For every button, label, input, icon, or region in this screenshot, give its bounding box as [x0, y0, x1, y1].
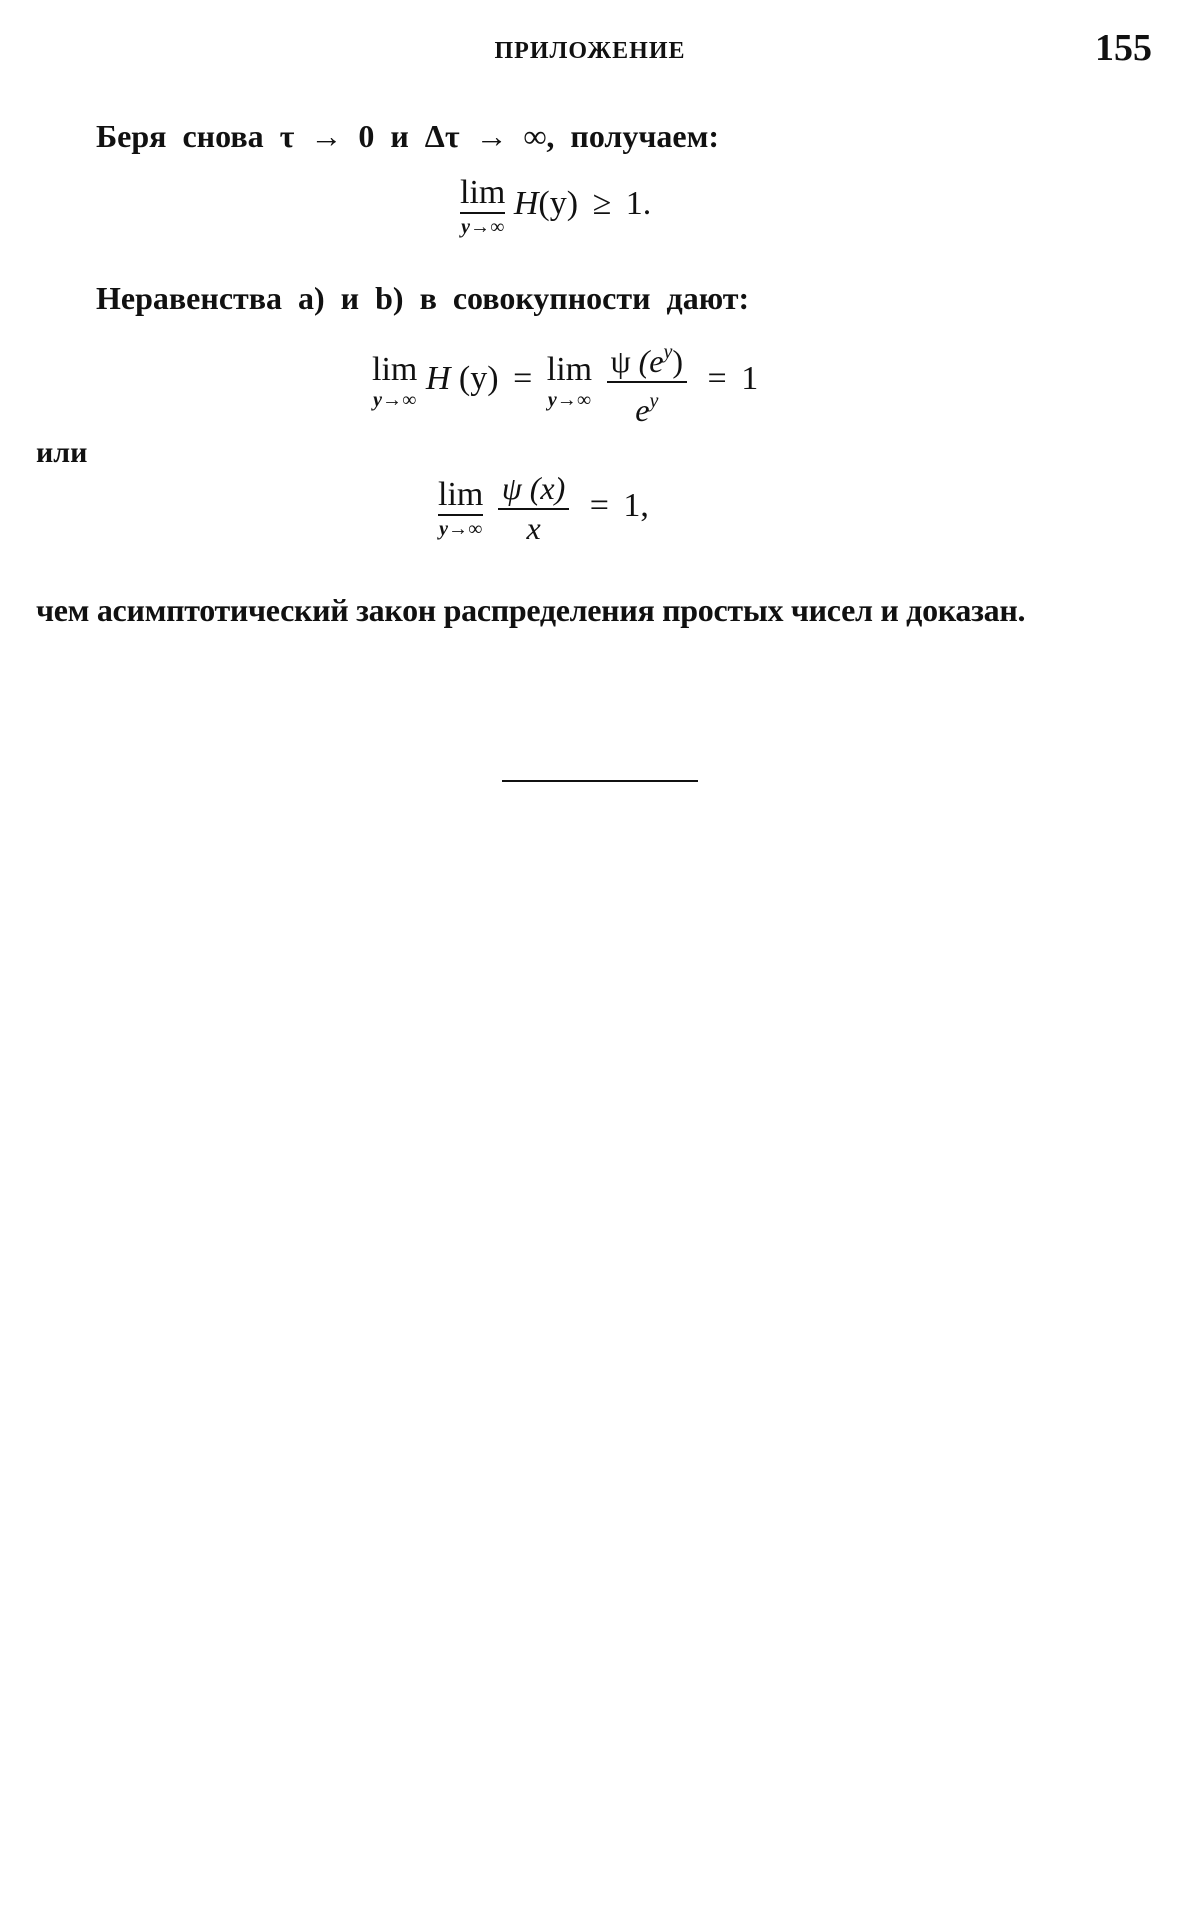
equals-symbol: =	[513, 359, 533, 397]
page-number: 155	[1095, 27, 1152, 69]
paragraph-inequalities: Неравенства a) и b) в совокупности дают:	[96, 280, 750, 316]
paragraph-or: или	[36, 436, 88, 469]
psi-symbol: ψ	[610, 343, 631, 379]
formula-limit-psi-ratio	[438, 470, 649, 546]
fraction-denominator	[607, 383, 687, 428]
lim-subscript: y→∞	[460, 212, 505, 238]
lim-subscript: y→∞	[547, 389, 591, 411]
equals-symbol: =	[707, 359, 727, 397]
lim-subscript: y→∞	[373, 389, 417, 411]
lim-subscript: y→∞	[438, 514, 483, 540]
equals-symbol: =	[589, 486, 609, 524]
function-symbol: H	[425, 359, 451, 397]
formula-rhs: 1,	[623, 486, 649, 524]
function-argument: (y)	[458, 359, 499, 397]
function-symbol: H	[513, 184, 539, 222]
paragraph-conclusion: чем асимптотический закон распределения простых чисел и доказан.	[36, 592, 1026, 628]
fraction	[607, 334, 687, 428]
fraction	[498, 470, 569, 546]
denominator-exponent: y	[649, 390, 659, 412]
limit-operator-right	[547, 351, 592, 411]
limit-operator	[460, 174, 505, 238]
fraction-numerator: ψ (x)	[498, 470, 569, 510]
fraction-numerator	[607, 334, 687, 383]
numerator-exponent: y	[663, 341, 673, 363]
paragraph-intro: Беря снова τ → 0 и Δτ → ∞, получаем:	[96, 118, 720, 154]
lim-word: lim	[372, 351, 418, 388]
numerator-close: )	[672, 343, 684, 379]
fraction-denominator: x	[526, 510, 541, 546]
lim-word: lim	[546, 351, 593, 388]
formula-rhs: 1.	[625, 184, 652, 222]
numerator-open: (e	[638, 343, 664, 379]
end-of-section-rule	[502, 780, 698, 782]
lim-word: lim	[460, 174, 506, 211]
limit-operator-left	[372, 351, 417, 411]
formula-rhs: 1	[741, 359, 759, 397]
function-argument: (y)	[538, 184, 579, 222]
running-title	[0, 38, 1200, 65]
running-title-text: ПРИЛОЖЕНИЕ	[494, 38, 686, 64]
formula-limit-inequality	[460, 174, 651, 238]
denominator-base: e	[635, 392, 650, 428]
relation-symbol: ≥	[592, 184, 612, 222]
formula-limit-equality	[372, 334, 758, 428]
lim-word: lim	[438, 476, 484, 513]
limit-operator	[438, 476, 483, 540]
